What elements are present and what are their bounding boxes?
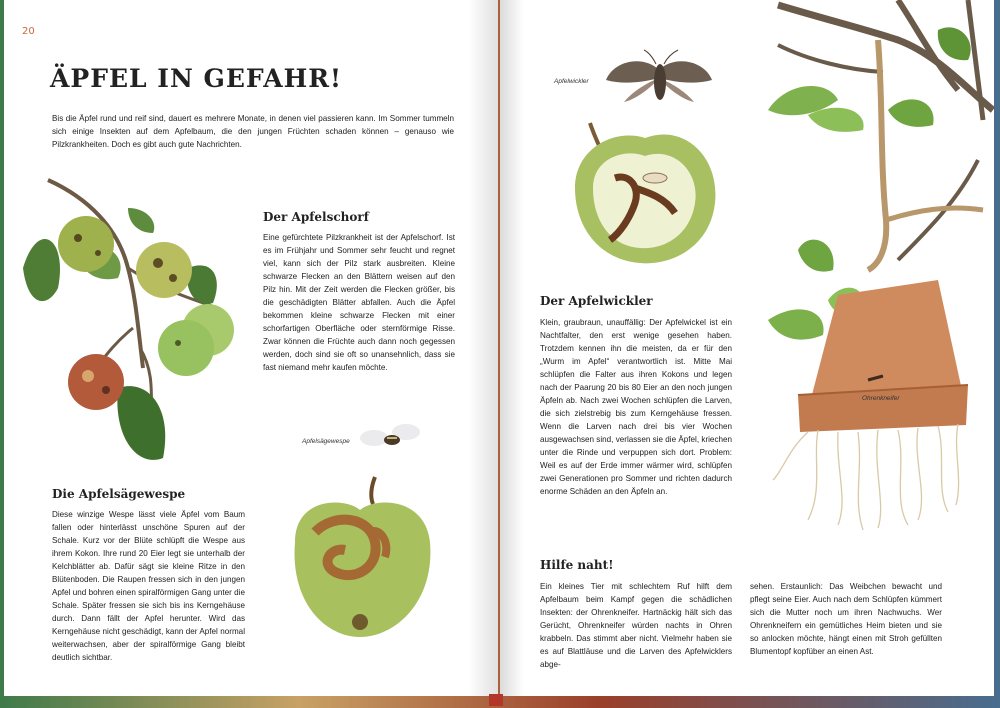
hilfe-text-column-2: sehen. Erstaunlich: Das Weibchen bewacht und pflegt seine Eier. Auch nach dem Schlüpfen kümmert sich die Mutter noch um ihren Nachwuchs. Wer Ohrenkneifern ein gemütliches Heim bieten und sie so anlocken möchte, hängt einen mit Stroh gefüllten Blumentopf kopfüber an einen Ast.: [750, 582, 942, 656]
apfelwickler-apple-illustration: [565, 118, 725, 268]
bookmark-ribbon: [489, 694, 503, 706]
apfelschorf-illustration: [18, 178, 248, 468]
apfelsaegewespe-caption: Apfelsägewespe: [302, 438, 350, 445]
apfelsaegewespe-heading: Die Apfelsägewespe: [52, 487, 186, 501]
apfelwickler-heading: Der Apfelwickler: [540, 294, 653, 308]
gutter-shadow: [468, 0, 498, 696]
page-number: 20: [22, 26, 35, 37]
apfelschorf-text: Eine gefürchtete Pilzkrankheit ist der Apfelschorf. Ist es im Frühjahr und Sommer sehr feucht und regnet viel, kann sich der Pilz stark ausbreiten. Kleine schwarze Flecken an den Blättern weisen auf den Pilz hin. Mit der Zeit werden die Flecken größer, bis die geschädigten Blätter abfallen. Auch die Äpfel bekommen kleine schwarze Flecken mit einer schorfartigen Oberfläche oder sternförmige Risse. Zwar können die Früchte auch dann noch gegessen werden, doch sind sie oft so unansehnlich, dass sie fast niemand mehr kaufen möchte.: [263, 233, 455, 372]
apfelsaegewespe-text: Diese winzige Wespe lässt viele Äpfel vom Baum fallen oder hinterlässt unschöne Spuren auf der Schale. Kurz vor der Blüte schlüpft die Wespe aus ihrem Kokon. Ihre rund 20 Eier legt sie unterhalb der Kelchblätter ab. Dafür sägt sie kleine Ritze in den Blütenboden. Die Raupen fressen sich in den jungen Apfel und bohren einen spiralförmigen Gang unter die Schale. Später fressen sie sich bis ins Kerngehäuse durch. Dann fällt der Apfel herunter. Wird das Kerngehäuse nicht geschädigt, kann der Apfel normal weiterwachsen, aber der spiralförmige Gang bleibt deutlich sichtbar.: [52, 510, 245, 662]
hilfe-heading: Hilfe naht!: [540, 558, 614, 572]
moth-illustration: [604, 50, 714, 110]
wasp-illustration: [360, 418, 420, 458]
apfelwickler-caption: Apfelwickler: [554, 78, 589, 85]
apfelwickler-text: Klein, graubraun, unauffällig: Der Apfelwickel ist ein Nachtfalter, den erst wenige gesehen haben. Trotzdem kennen ihn die meisten, da er für den „Wurm im Apfel“ verantwortlich ist. Mitte Mai schlüpfen die Falter aus ihren Kokons und legen nach der Paarung 20 bis 80 Eier an den noch jungen Äpfeln ab. Nach zwei Wochen schlüpfen die Larven, die sich zielstrebig bis zum Kerngehäuse fressen. Wenn die Larven nach drei bis vier Wochen ausgewachsen sind, verlassen sie die Äpfel, kriechen unter die Rinde und verpuppen sich dort. Problem: Weil es auf der Erde immer wärmer wird, schlüpfen zwei Generationen pro Sommer und richten dadurch enorme Schäden an den Äpfeln an.: [540, 318, 732, 496]
page-title: ÄPFEL IN GEFAHR!: [50, 64, 342, 93]
apfelschorf-heading: Der Apfelschorf: [263, 210, 369, 224]
intro-text: Bis die Äpfel rund und reif sind, dauert es mehrere Monate, in denen viel passieren kann. Im Sommer tummeln sich einige Insekten auf dem Apfelbaum, die den jungen Früchten schaden können – genauso wie Pilzkrankheiten. Doch es gibt auch gute Nachrichten.: [52, 114, 454, 149]
apfelsaegewespe-apple-illustration: [275, 472, 445, 642]
gutter-shadow: [500, 0, 524, 696]
hilfe-text-column-1: Ein kleines Tier mit schlechtem Ruf hilft dem Apfelbaum beim Kampf gegen die schädlichen Insekten: der Ohrenkneifer. Hartnäckig hält sich das Gerücht, Ohrenkneifer würden nachts in Ohren krabbeln. Das stimmt aber nicht. Vielmehr haben sie es auf Blattläuse und die Larven des Apfelwicklers abge-: [540, 582, 732, 669]
ohrenkneifer-caption: Ohrenkneifer: [862, 395, 900, 402]
ohrenkneifer-pot-illustration: [768, 0, 994, 530]
